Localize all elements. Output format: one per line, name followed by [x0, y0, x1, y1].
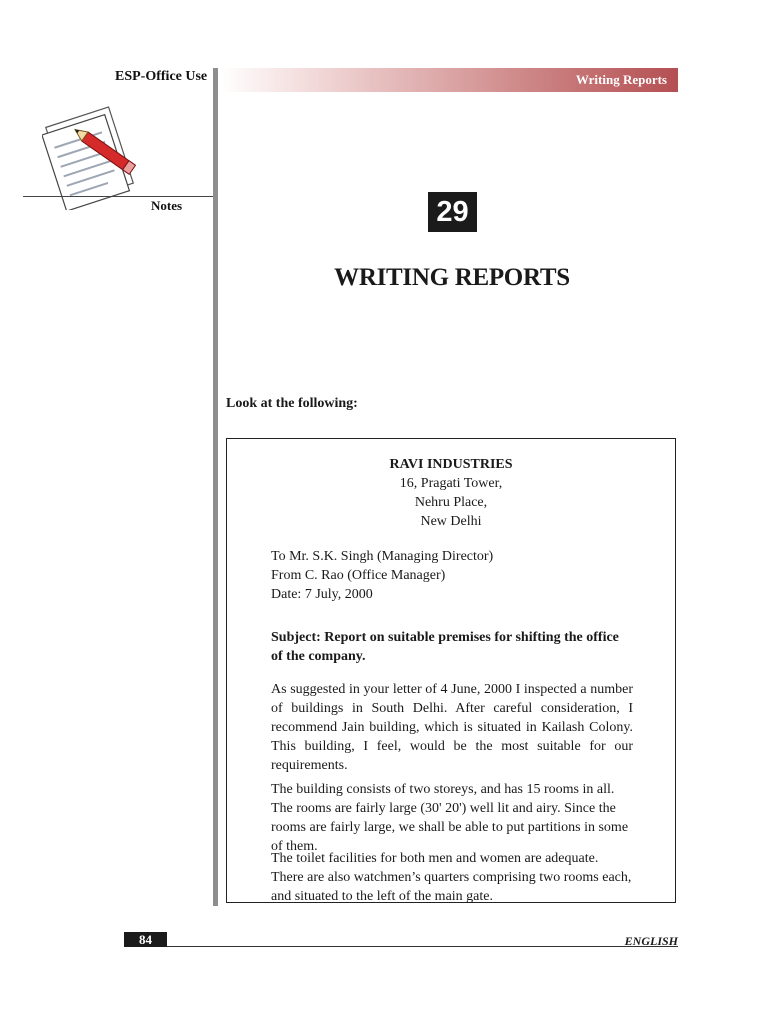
memo-date: Date: 7 July, 2000 — [271, 587, 373, 602]
chapter-number: 29 — [428, 192, 477, 232]
report-paragraph: The building consists of two storeys, and has 15 rooms in all. The rooms are fairly large (30' 20') well lit and airy. Since the rooms are fairly large, we shall be able to put partitions in some of them. — [271, 782, 629, 854]
memo-to: To Mr. S.K. Singh (Managing Director) — [271, 549, 494, 564]
course-label: ESP-Office Use — [115, 69, 208, 84]
margin-divider — [213, 68, 218, 906]
footer-subject: ENGLISH — [624, 934, 678, 948]
address-line: New Delhi — [420, 514, 482, 529]
letterhead — [227, 455, 675, 531]
report-subject: Subject: Report on suitable premises for shifting the office of the company. — [271, 630, 619, 664]
report-sample-box — [226, 438, 676, 903]
intro-text: Look at the following: — [226, 396, 358, 411]
address-line: Nehru Place, — [414, 495, 488, 510]
chapter-title: WRITING REPORTS — [334, 264, 570, 291]
address-line: 16, Pragati Tower, — [399, 476, 503, 491]
company-name: RAVI INDUSTRIES — [389, 457, 513, 472]
memo-from: From C. Rao (Office Manager) — [271, 568, 446, 583]
header-band — [220, 68, 678, 92]
notes-pencil-icon — [42, 104, 152, 210]
report-paragraph: The toilet facilities for both men and women are adequate. There are also watchmen’s quarters comprising two rooms each, and situated to the left of the main gate. — [271, 851, 632, 904]
notes-label: Notes — [151, 198, 183, 213]
page-number: 84 — [124, 932, 167, 947]
report-paragraph: As suggested in your letter of 4 June, 2000 I inspected a number of buildings in South Delhi. After careful consideration, I recommend Jain building, which is situated in Kailash Colony. This building, I feel, would be the most suitable for our requirements. — [271, 682, 633, 773]
notes-rule — [23, 196, 213, 197]
memo-header — [271, 547, 633, 604]
footer-rule — [124, 946, 678, 947]
section-title: Writing Reports — [575, 72, 667, 87]
